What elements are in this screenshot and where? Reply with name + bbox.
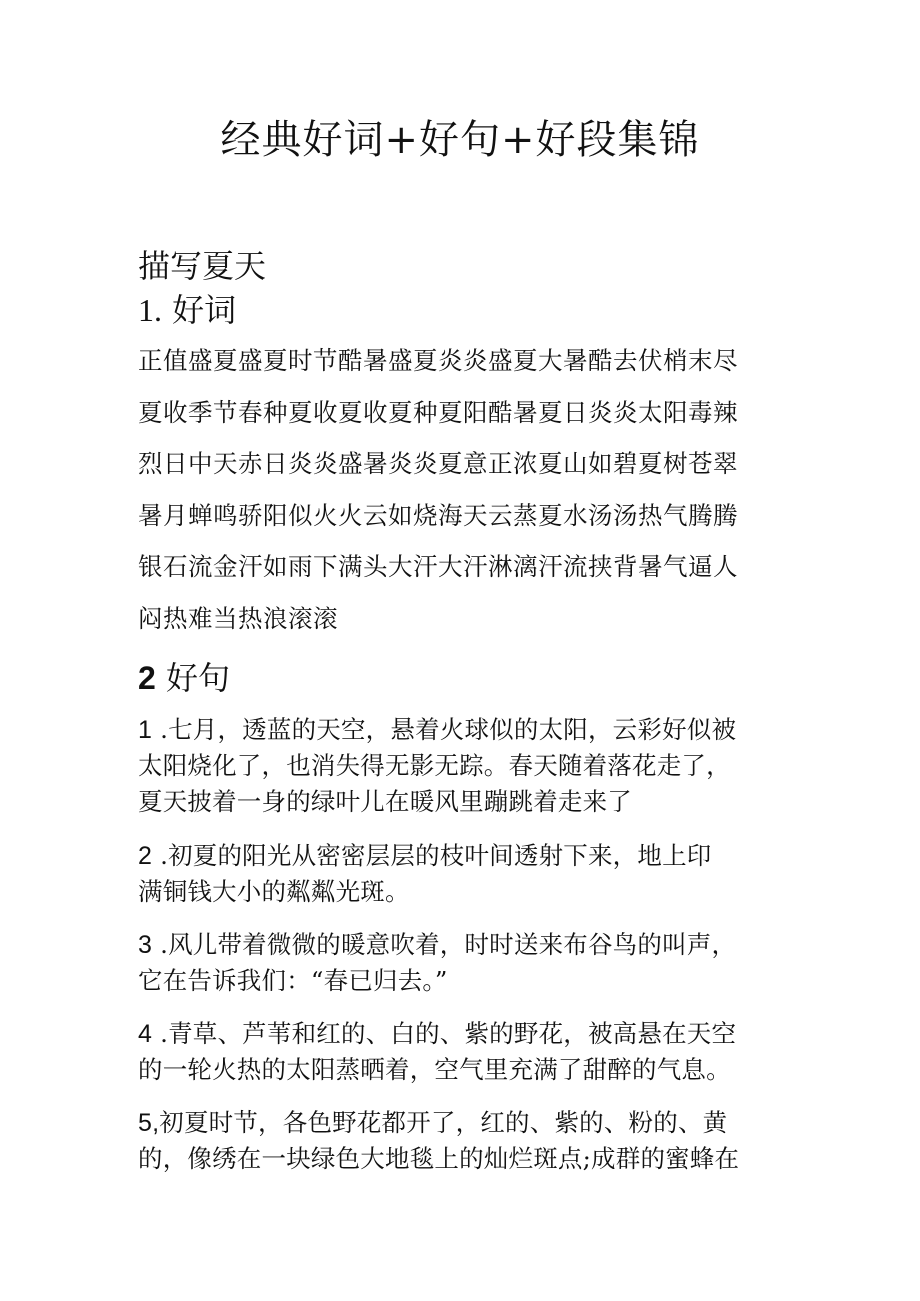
- sentences-heading-label: 好句: [165, 659, 230, 697]
- word-line: 暑月蝉鸣骄阳似火火云如烧海天云蒸夏水汤汤热气腾腾: [138, 500, 738, 530]
- sentence-line: 太阳烧化了，也消失得无影无踪。春天随着落花走了，: [138, 751, 731, 780]
- sentence-line: 满铜钱大小的粼粼光斑。: [138, 877, 410, 906]
- sentence-line: [138, 1016, 788, 1052]
- word-line: 银石流金汗如雨下满头大汗大汗淋漓汗流挟背暑气逼人: [138, 552, 738, 582]
- sentence-text: 初夏时节，各色野花都开了，红的、紫的、粉的、黄: [159, 1108, 728, 1137]
- section-heading: 描写夏天: [138, 247, 267, 285]
- sentence-line: 它在告诉我们：“春已归去。”: [138, 966, 448, 995]
- document-title: 经典好词+好句+好段集锦: [220, 117, 700, 163]
- sentence-number: 5,: [138, 1109, 160, 1137]
- sentence-item: [138, 1016, 788, 1088]
- word-line: 烈日中天赤日炎炎盛暑炎炎夏意正浓夏山如碧夏树苍翠: [138, 449, 738, 479]
- sentence-item: [138, 712, 788, 820]
- sentence-text: .青草、芦苇和红的、白的、紫的野花，被高悬在天空: [152, 1019, 737, 1048]
- sentence-line: [138, 712, 788, 748]
- sentence-number: 2: [138, 842, 153, 870]
- sentence-number: 4: [138, 1020, 153, 1048]
- sentence-line: 夏天披着一身的绿叶儿在暖风里蹦跳着走来了: [138, 787, 632, 816]
- sentence-text: .风儿带着微微的暖意吹着，时时送来布谷鸟的叫声，: [152, 930, 737, 959]
- sentence-line: 的一轮火热的太阳蒸晒着，空气里充满了甜醉的气息。: [138, 1055, 731, 1084]
- words-heading: [138, 288, 236, 332]
- words-heading-label: 好词: [172, 291, 237, 329]
- sentence-item: [138, 927, 788, 999]
- words-heading-number: 1.: [138, 292, 162, 328]
- sentence-item: [138, 838, 788, 910]
- sentence-line: [138, 838, 788, 874]
- sentence-number: 3: [138, 931, 153, 959]
- word-list: [138, 339, 798, 649]
- word-line: 正值盛夏盛夏时节酷暑盛夏炎炎盛夏大暑酷去伏梢末尽: [138, 346, 738, 375]
- word-line: 闷热难当热浪滚滚: [138, 603, 338, 633]
- sentence-line: 的，像绣在一块绿色大地毯上的灿烂斑点;成群的蜜蜂在: [138, 1144, 740, 1173]
- sentence-text: .初夏的阳光从密密层层的枝叶间透射下来，地上印: [152, 841, 712, 870]
- sentence-line: [138, 1105, 788, 1141]
- sentences-heading-number: 2: [138, 660, 156, 696]
- sentence-line: [138, 927, 788, 963]
- sentence-number: 1: [138, 716, 153, 744]
- word-line: 夏收季节春种夏收夏收夏种夏阳酷暑夏日炎炎太阳毒辣: [138, 397, 738, 427]
- sentence-text: .七月，透蓝的天空，悬着火球似的太阳，云彩好似被: [152, 715, 737, 744]
- sentence-item: [138, 1105, 788, 1177]
- sentences-heading: [138, 656, 230, 700]
